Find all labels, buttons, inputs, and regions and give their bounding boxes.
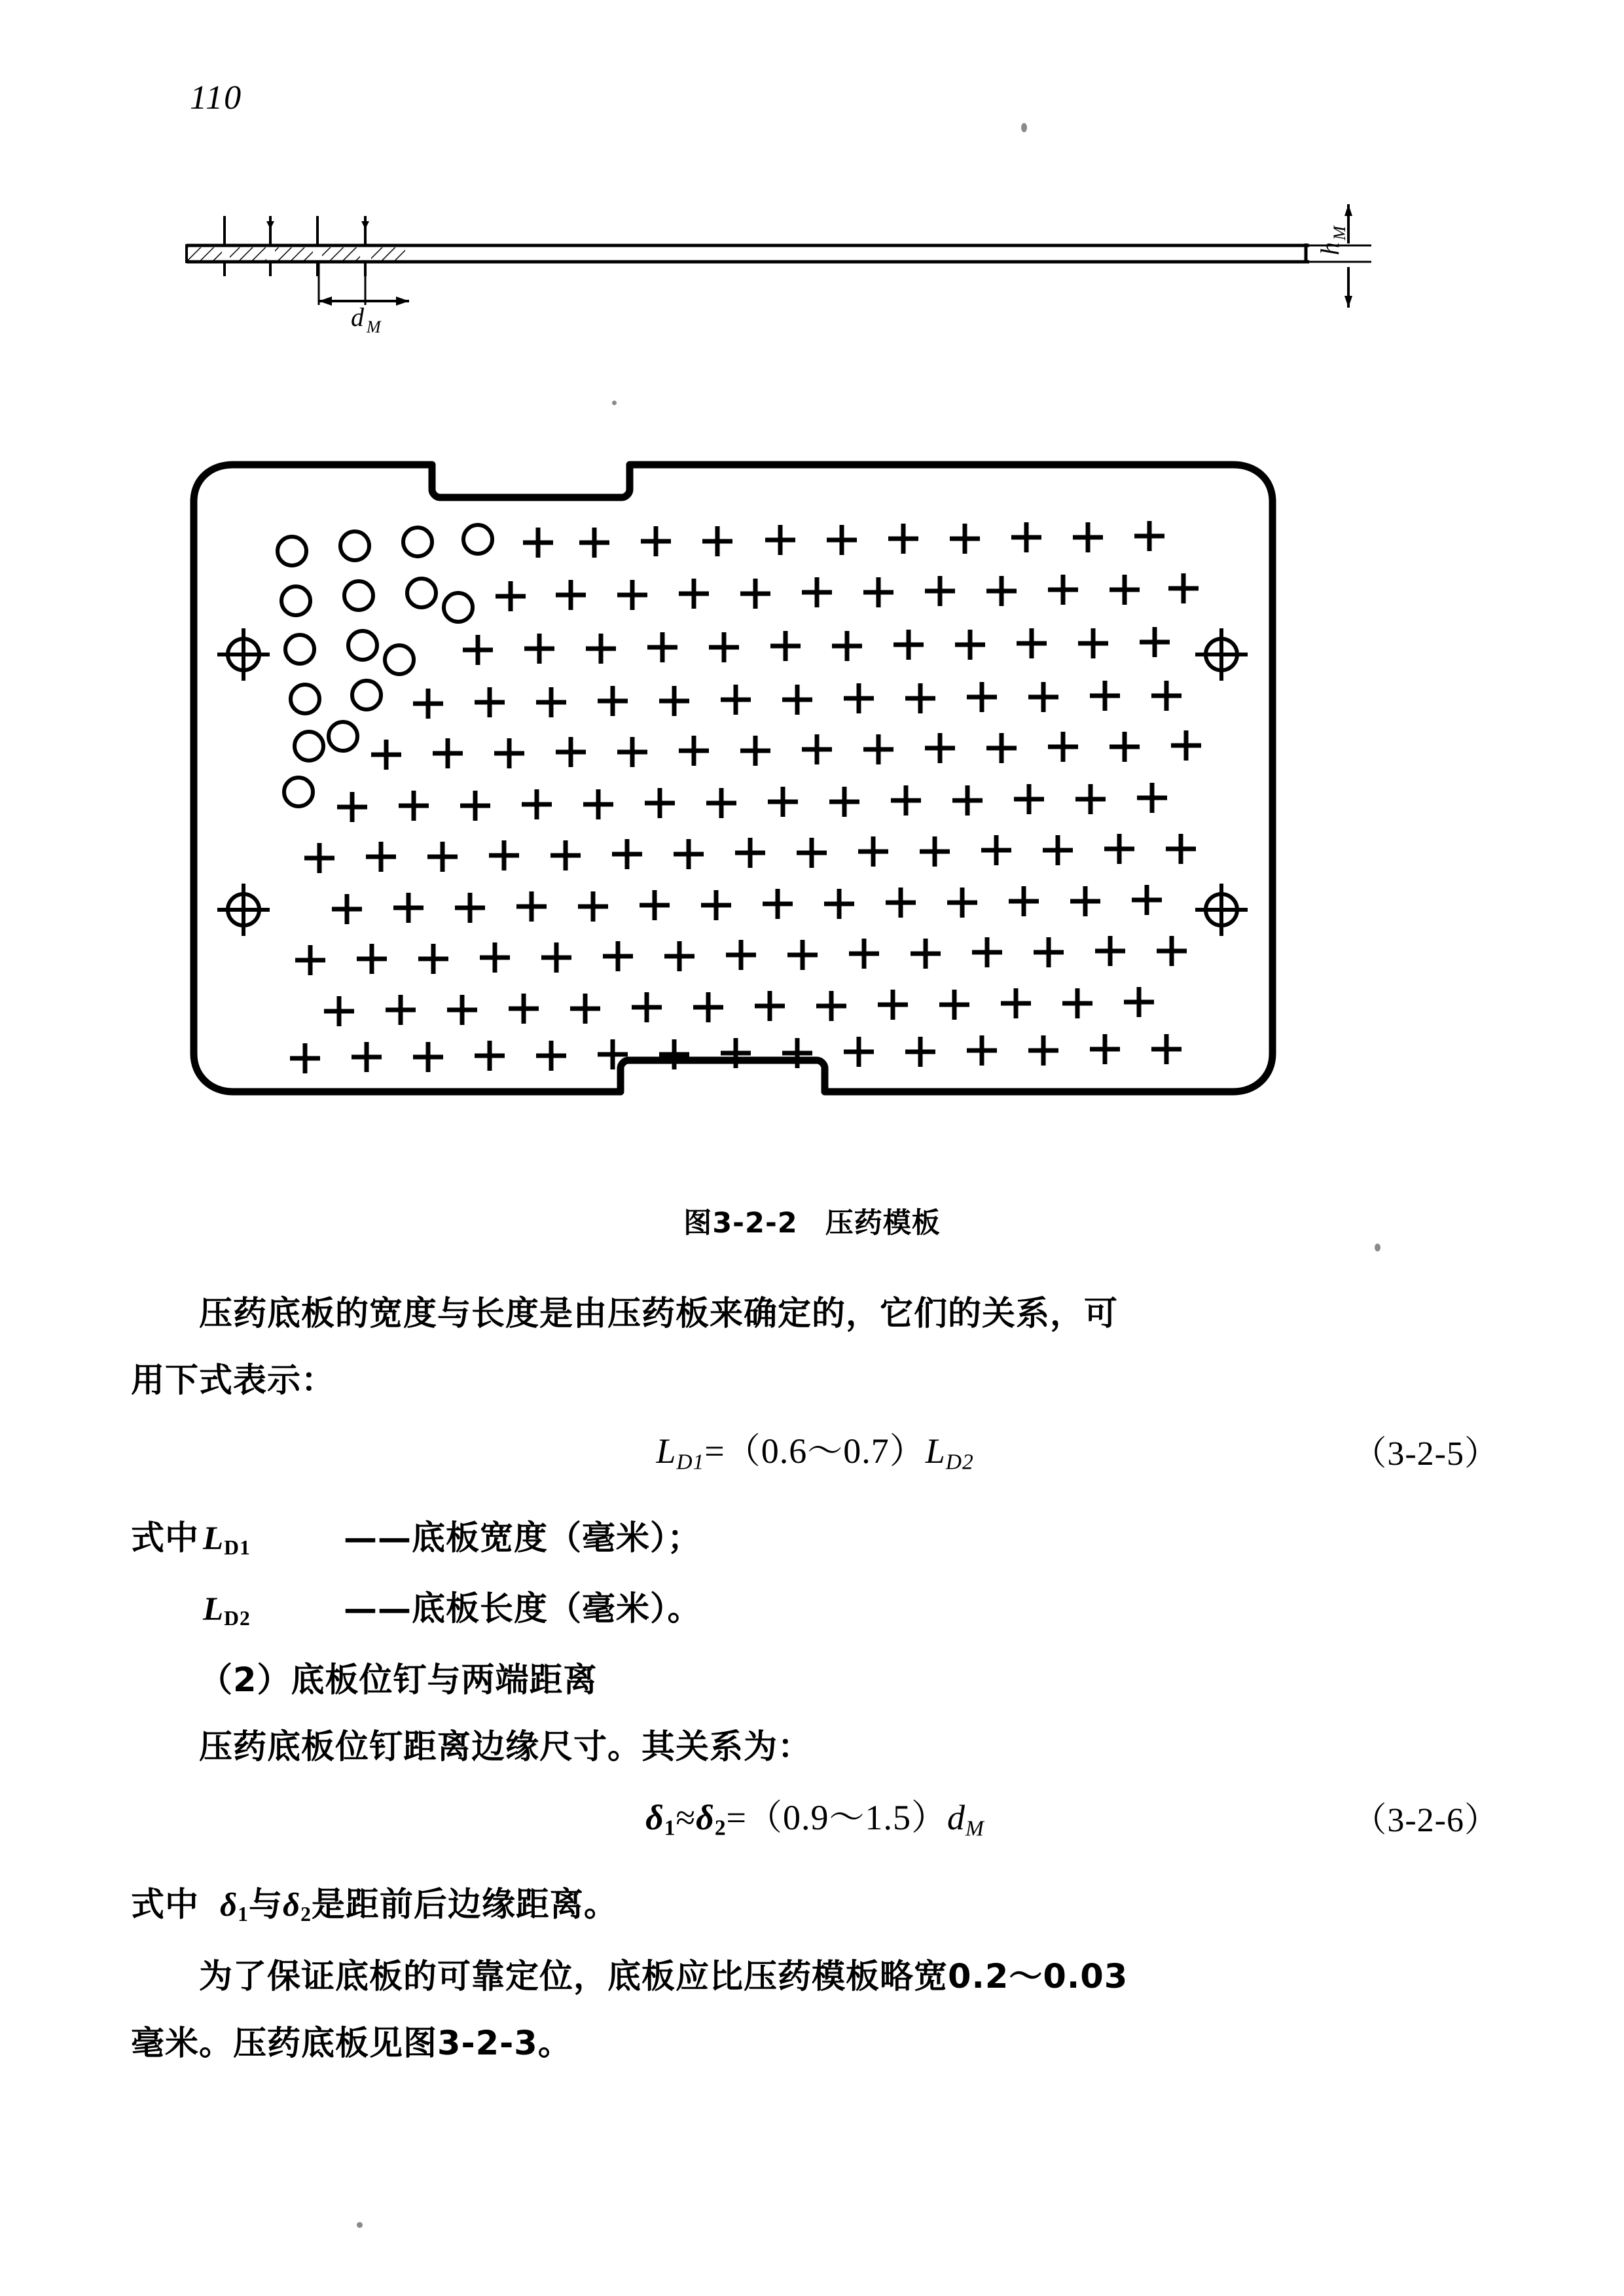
body-text (131, 1283, 1499, 2079)
definition-item-3 (131, 1874, 1499, 1945)
figure-caption-number: 图3-2-2 (683, 1207, 798, 1240)
svg-text:h: h (1315, 242, 1344, 255)
formula-3-2-6-mid: δ (696, 1798, 715, 1838)
definition-1-symbol: L (203, 1520, 225, 1557)
definition-item-1 (131, 1508, 1499, 1579)
formula-3-2-6-mid-sub: 2 (714, 1816, 727, 1841)
formula-3-2-5-rhs-sub: D2 (945, 1450, 974, 1475)
formula-3-2-5-lhs: L (656, 1431, 677, 1471)
paragraph-1-line-1: 压药底板的宽度与长度是由压药板来确定的，它们的关系，可 (199, 1295, 1119, 1333)
definition-1-text: ——底板宽度（毫米）； (344, 1519, 702, 1558)
paragraph-3 (131, 1716, 1499, 1779)
formula-3-2-5-row (131, 1423, 1499, 1501)
formula-3-2-6-op: =（0.9～1.5） (726, 1798, 948, 1838)
formula-3-2-5-rhs: L (925, 1431, 946, 1471)
paragraph-1 (131, 1283, 1499, 1346)
formula-3-2-5-number: （3-2-5） (1352, 1435, 1499, 1473)
paragraph-2-text: （2）底板位钉与两端距离 (199, 1661, 598, 1700)
formula-3-2-6-rhs: d (947, 1798, 966, 1838)
definition-item-2 (131, 1579, 1499, 1649)
definition-1-subscript: D1 (224, 1536, 251, 1560)
definition-3-text: 是距前后边缘距离。 (311, 1886, 618, 1925)
scan-speck (612, 401, 617, 405)
definition-3-conjunction: 与 (248, 1886, 283, 1925)
figure-caption-title: 压药模板 (825, 1207, 941, 1240)
formula-3-2-6-number: （3-2-6） (1352, 1802, 1499, 1840)
svg-text:M: M (1330, 226, 1349, 240)
figure-section-view (167, 190, 1384, 353)
paragraph-3-text: 压药底板位钉距离边缘尺寸。其关系为： (199, 1728, 812, 1767)
definition-3-subscript: 1 (238, 1903, 249, 1926)
formula-3-2-5-lhs-sub: D1 (676, 1450, 705, 1475)
paragraph-2 (131, 1649, 1499, 1712)
formula-3-2-6-lhs: δ (645, 1798, 664, 1838)
svg-text:M: M (367, 317, 381, 336)
definition-label-1: 式中 (131, 1519, 200, 1558)
figure-caption (0, 1201, 1624, 1241)
paragraph-1b (131, 1350, 1499, 1412)
paragraph-4-line-2: 毫米。压药底板见图3-2-3。 (131, 2024, 572, 2063)
definition-2-subscript: D2 (224, 1607, 251, 1630)
formula-3-2-5 (131, 1423, 1499, 1475)
formula-3-2-5-op: =（0.6～0.7） (704, 1431, 926, 1471)
definition-list-2 (131, 1874, 1499, 1945)
formula-3-2-6-lhs-sub: 1 (664, 1816, 676, 1841)
scan-speck (1375, 1244, 1380, 1251)
formula-3-2-6-approx: ≈ (676, 1798, 696, 1838)
definition-label-2: 式中 (131, 1886, 200, 1925)
definition-list-1 (131, 1508, 1499, 1649)
paragraph-4b (131, 2013, 1499, 2075)
definition-3-symbol: δ (220, 1887, 238, 1924)
formula-3-2-6-row (131, 1789, 1499, 1868)
paragraph-1-line-2: 用下式表示： (131, 1361, 336, 1400)
definition-2-text: ——底板长度（毫米）。 (344, 1590, 702, 1629)
paragraph-4-line-1: 为了保证底板的可靠定位，底板应比压药模板略宽0.2～0.03 (199, 1957, 1128, 1996)
formula-3-2-6-rhs-sub: M (965, 1816, 984, 1841)
definition-3-subscript-2: 2 (300, 1903, 312, 1926)
formula-3-2-6 (131, 1789, 1499, 1841)
scan-speck (357, 2222, 363, 2228)
figure-plate-top-view (170, 439, 1296, 1152)
scan-speck (1021, 123, 1027, 132)
svg-text:d: d (351, 302, 364, 332)
page-number: 110 (190, 79, 243, 117)
definition-2-symbol: L (203, 1591, 225, 1628)
definition-3-symbol-2: δ (282, 1887, 301, 1924)
paragraph-4 (131, 1946, 1499, 2009)
